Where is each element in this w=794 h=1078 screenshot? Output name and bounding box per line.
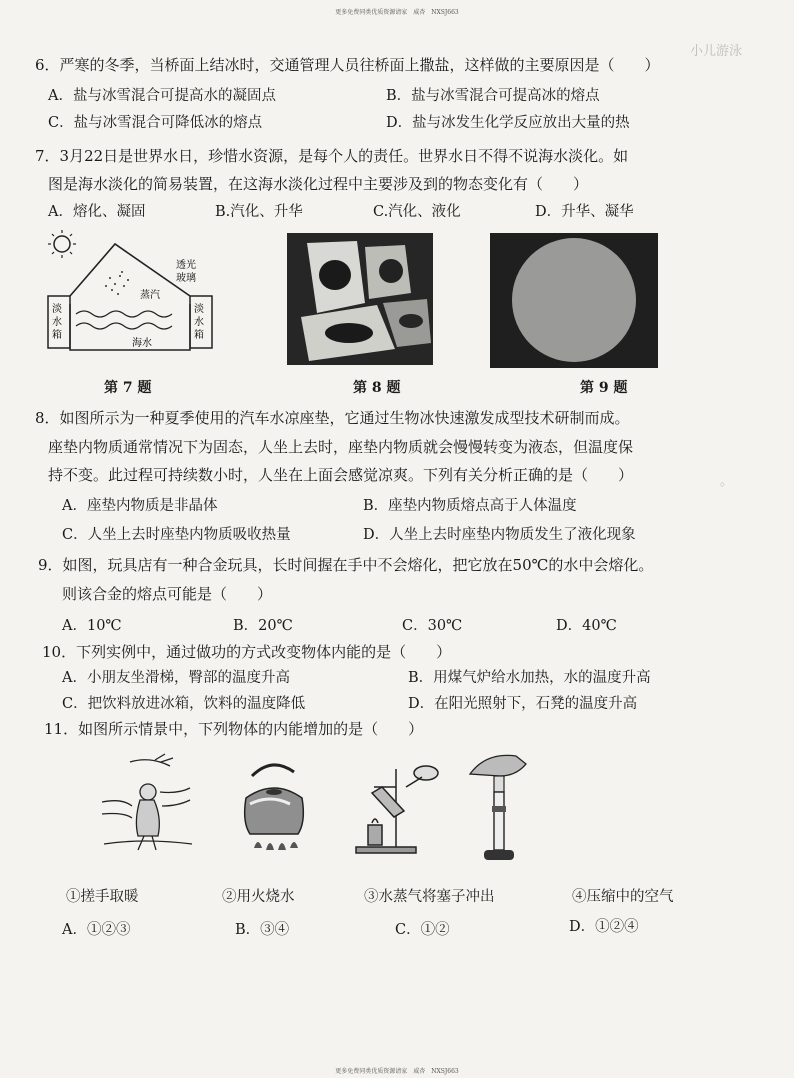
q10-stem: 10．下列实例中，通过做功的方式改变物体内能的是（ ） xyxy=(42,643,452,661)
q10-option-d: D．在阳光照射下，石凳的温度升高 xyxy=(408,696,638,712)
label-seawater: 海水 xyxy=(132,338,152,349)
q7-option-c: C.汽化、液化 xyxy=(373,204,461,220)
steam-dots xyxy=(105,271,129,295)
caption-figure-8: 第 8 题 xyxy=(353,380,401,396)
q7-stem-line2: 图是海水淡化的简易装置，在这海水淡化过程中主要涉及到的物态变化有（ ） xyxy=(48,175,589,193)
label-fresh-right: 箱 xyxy=(194,330,204,341)
label-fresh-left: 箱 xyxy=(52,330,62,341)
q11-option-b: B．③④ xyxy=(235,922,290,938)
seawater-basin xyxy=(70,304,190,350)
q8-option-d: D．人坐上去时座垫内物质发生了液化现象 xyxy=(363,527,636,543)
q6-option-c: C．盐与冰雪混合可降低冰的熔点 xyxy=(48,115,263,131)
q8-option-c: C．人坐上去时座垫内物质吸收热量 xyxy=(62,527,291,543)
caption-figure-9: 第 9 题 xyxy=(580,380,628,396)
label-fresh-left: 水 xyxy=(52,317,62,328)
q11-stem: 11．如图所示情景中，下列物体的内能增加的是（ ） xyxy=(44,720,424,738)
car-seat-cushion-photo xyxy=(287,233,433,365)
compressing-air-illustration xyxy=(466,750,532,866)
q11-label-4: ④压缩中的空气 xyxy=(572,889,674,905)
q11-label-2: ②用火烧水 xyxy=(222,889,295,905)
water-waves xyxy=(76,311,172,329)
q11-option-a: A．①②③ xyxy=(62,922,131,938)
bleed-through-text: 小儿游泳 xyxy=(690,44,743,59)
q9-option-a: A．10℃ xyxy=(62,618,122,634)
q11-label-3: ③水蒸气将塞子冲出 xyxy=(364,889,495,905)
q11-label-1: ①搓手取暖 xyxy=(66,889,139,905)
page-header: 更多免费同类优质资源请家 威杏 NXSJ663 xyxy=(335,9,459,16)
q8-stem-line1: 8．如图所示为一种夏季使用的汽车水凉座垫，它通过生物冰快速激发成型技术研制而成。 xyxy=(35,409,630,427)
caption-figure-7: 第 7 题 xyxy=(104,380,152,396)
q7-option-b: B.汽化、升华 xyxy=(215,204,303,220)
q8-stem-line2: 座垫内物质通常情况下为固态，人坐上去时，座垫内物质就会慢慢转变为液态，但温度保 xyxy=(48,438,634,456)
q6-stem: 6．严寒的冬季，当桥面上结冰时，交通管理人员往桥面上撒盐，这样做的主要原因是（ ） xyxy=(35,56,660,74)
page-footer: 更多免费同类优质资源请家 威杏 NXSJ663 xyxy=(335,1068,459,1075)
q8-option-b: B．座垫内物质熔点高于人体温度 xyxy=(363,498,577,514)
q10-option-b: B．用煤气炉给水加热，水的温度升高 xyxy=(408,670,651,686)
q8-option-a: A．座垫内物质是非晶体 xyxy=(62,498,218,514)
q7-option-a: A．熔化、凝固 xyxy=(48,204,146,220)
q8-stem-line3: 持不变。此过程可持续数小时，人坐在上面会感觉凉爽。下列有关分析正确的是（ ） xyxy=(48,466,634,484)
q7-option-d: D．升华、凝华 xyxy=(535,204,634,220)
label-glass-1: 透光 xyxy=(176,260,196,271)
q9-option-d: D．40℃ xyxy=(556,618,617,634)
q11-option-c: C．①② xyxy=(395,922,450,938)
rubbing-hands-illustration xyxy=(100,752,195,854)
q6-option-d: D．盐与冰发生化学反应放出大量的热 xyxy=(386,115,630,131)
bleed-through-text: 。 xyxy=(720,474,734,489)
alloy-toy-photo xyxy=(490,233,658,368)
q11-option-d: D．①②④ xyxy=(569,919,639,935)
label-fresh-left: 淡 xyxy=(52,304,62,315)
label-glass-2: 玻璃 xyxy=(176,273,196,284)
q9-option-b: B．20℃ xyxy=(233,618,293,634)
label-fresh-right: 淡 xyxy=(194,304,204,315)
q6-option-a: A．盐与冰雪混合可提高水的凝固点 xyxy=(48,88,276,104)
sun-icon xyxy=(48,230,76,258)
steam-cork-illustration xyxy=(344,763,444,857)
q9-option-c: C．30℃ xyxy=(402,618,463,634)
q10-option-c: C．把饮料放进冰箱，饮料的温度降低 xyxy=(62,696,306,712)
q7-stem-line1: 7．3月22日是世界水日，珍惜水资源，是每个人的责任。世界水日不得不说海水淡化。如 xyxy=(35,147,629,165)
label-fresh-right: 水 xyxy=(194,317,204,328)
kettle-on-fire-illustration xyxy=(236,758,314,856)
label-steam: 蒸汽 xyxy=(140,290,160,301)
q9-stem-line1: 9．如图，玩具店有一种合金玩具，长时间握在手中不会熔化，把它放在50℃的水中会熔化。 xyxy=(38,556,654,574)
q10-option-a: A．小朋友坐滑梯，臀部的温度升高 xyxy=(62,670,290,686)
desalination-figure xyxy=(40,228,230,364)
q6-option-b: B．盐与冰雪混合可提高冰的熔点 xyxy=(386,88,600,104)
glass-roof xyxy=(70,244,190,296)
q9-stem-line2: 则该合金的熔点可能是（ ） xyxy=(62,585,273,603)
